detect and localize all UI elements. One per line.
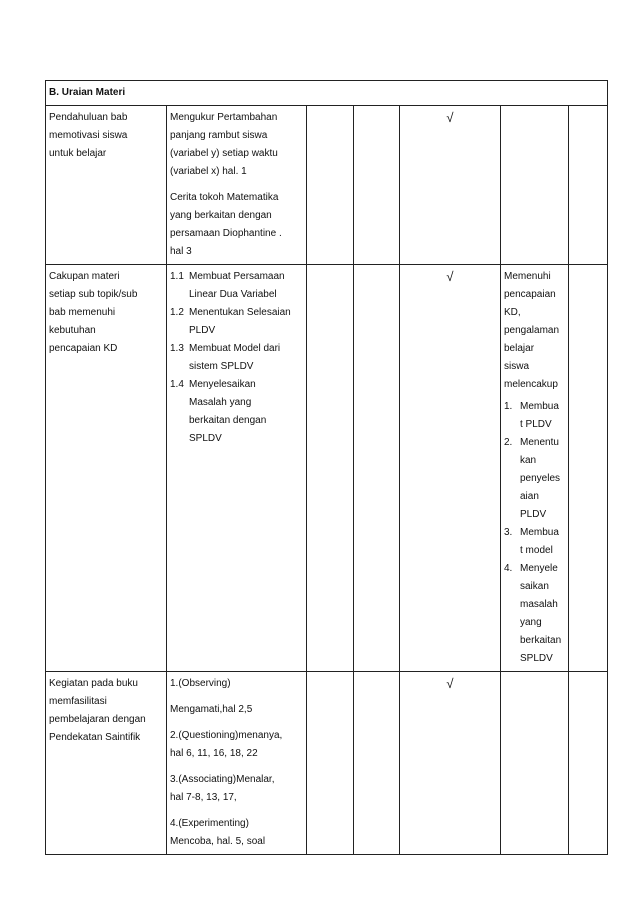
note-cell — [501, 672, 569, 855]
aspect-cell — [46, 106, 167, 265]
note-line: pencapaian — [504, 289, 556, 300]
content-line: yang berkaitan dengan — [170, 210, 272, 221]
empty-cell — [354, 265, 400, 672]
item-line: PLDV — [520, 509, 547, 520]
aspect-line: bab memenuhi — [49, 307, 116, 318]
aspect-line: untuk belajar — [49, 148, 107, 159]
item-number: 3. — [504, 527, 513, 538]
aspect-line: memotivasi siswa — [49, 130, 128, 141]
note-line: pengalaman — [504, 325, 560, 336]
item-line: berkaitan — [520, 635, 562, 646]
check-mark: √ — [400, 672, 501, 855]
content-block — [170, 701, 303, 719]
content-line: Mengamati,hal 2,5 — [170, 704, 253, 715]
item-line: Linear Dua Variabel — [189, 289, 277, 300]
item-line: penyeles — [520, 473, 561, 484]
item-number: 1.3 — [170, 343, 184, 354]
empty-cell — [307, 265, 354, 672]
empty-cell — [307, 106, 354, 265]
list-item — [170, 304, 303, 340]
list-item — [170, 376, 303, 448]
content-line: panjang rambut siswa — [170, 130, 268, 141]
item-line: SPLDV — [520, 653, 553, 664]
content-line: hal 7-8, 13, 17, — [170, 792, 237, 803]
content-block — [170, 727, 303, 763]
table-row — [46, 265, 608, 672]
item-line: yang — [520, 617, 542, 628]
note-cell — [501, 106, 569, 265]
content-line: Mengukur Pertambahan — [170, 112, 278, 123]
list-item — [504, 524, 565, 560]
content-line: (variabel y) setiap waktu — [170, 148, 278, 159]
aspect-line: Pendekatan Saintifik — [49, 732, 141, 743]
content-line: Mencoba, hal. 5, soal — [170, 836, 266, 847]
item-line: Membuat Persamaan — [189, 271, 285, 282]
note-line: Memenuhi — [504, 271, 551, 282]
item-line: Membuat Model dari — [189, 343, 281, 354]
content-list — [170, 268, 303, 448]
review-table — [45, 80, 608, 855]
aspect-line: Cakupan materi — [49, 271, 120, 282]
check-mark: √ — [400, 265, 501, 672]
section-title: B. Uraian Materi — [46, 81, 608, 106]
list-item — [504, 560, 565, 668]
note-cell — [501, 265, 569, 672]
item-line: saikan — [520, 581, 549, 592]
content-cell — [167, 672, 307, 855]
list-item — [170, 340, 303, 376]
content-block — [170, 815, 303, 851]
content-block — [170, 109, 303, 181]
item-line: Masalah yang — [189, 397, 252, 408]
content-cell — [167, 265, 307, 672]
content-block — [170, 771, 303, 807]
content-cell — [167, 106, 307, 265]
item-line: aian — [520, 491, 539, 502]
content-line: 1.(Observing) — [170, 678, 231, 689]
note-line: melencakup — [504, 379, 558, 390]
content-line: 3.(Associating)Menalar, — [170, 774, 275, 785]
note-list — [504, 398, 565, 668]
item-line: sistem SPLDV — [189, 361, 254, 372]
list-item — [170, 268, 303, 304]
item-line: Membua — [520, 527, 559, 538]
aspect-line: memfasilitasi — [49, 696, 107, 707]
item-line: Menentukan Selesaian — [189, 307, 291, 318]
item-number: 1.4 — [170, 379, 184, 390]
item-number: 2. — [504, 437, 513, 448]
table-row — [46, 672, 608, 855]
empty-cell — [569, 265, 608, 672]
section-header-row — [46, 81, 608, 106]
aspect-cell — [46, 265, 167, 672]
item-line: SPLDV — [189, 433, 222, 444]
aspect-line: setiap sub topik/sub — [49, 289, 138, 300]
aspect-line: Pendahuluan bab — [49, 112, 128, 123]
content-block — [170, 675, 303, 693]
empty-cell — [307, 672, 354, 855]
item-line: masalah — [520, 599, 558, 610]
content-line: Cerita tokoh Matematika — [170, 192, 279, 203]
aspect-line: kebutuhan — [49, 325, 96, 336]
content-line: persamaan Diophantine . — [170, 228, 282, 239]
item-line: t PLDV — [520, 419, 552, 430]
content-line: (variabel x) hal. 1 — [170, 166, 247, 177]
empty-cell — [569, 672, 608, 855]
aspect-line: Kegiatan pada buku — [49, 678, 138, 689]
empty-cell — [354, 106, 400, 265]
item-line: Menyele — [520, 563, 558, 574]
aspect-line: pembelajaran dengan — [49, 714, 146, 725]
note-line: KD, — [504, 307, 521, 318]
item-number: 1.2 — [170, 307, 184, 318]
note-line: siswa — [504, 361, 530, 372]
item-line: PLDV — [189, 325, 216, 336]
content-line: hal 6, 11, 16, 18, 22 — [170, 748, 258, 759]
aspect-line: pencapaian KD — [49, 343, 118, 354]
item-line: berkaitan dengan — [189, 415, 267, 426]
check-mark: √ — [400, 106, 501, 265]
empty-cell — [569, 106, 608, 265]
item-number: 4. — [504, 563, 513, 574]
item-number: 1. — [504, 401, 513, 412]
content-line: hal 3 — [170, 246, 192, 257]
list-item — [504, 398, 565, 434]
item-line: kan — [520, 455, 537, 466]
content-line: 4.(Experimenting) — [170, 818, 249, 829]
item-line: Menentu — [520, 437, 559, 448]
item-number: 1.1 — [170, 271, 184, 282]
content-block — [170, 189, 303, 261]
item-line: Membua — [520, 401, 559, 412]
item-line: t model — [520, 545, 553, 556]
table-row — [46, 106, 608, 265]
list-item — [504, 434, 565, 524]
note-line: belajar — [504, 343, 535, 354]
empty-cell — [354, 672, 400, 855]
item-line: Menyelesaikan — [189, 379, 256, 390]
content-line: 2.(Questioning)menanya, — [170, 730, 283, 741]
aspect-cell — [46, 672, 167, 855]
